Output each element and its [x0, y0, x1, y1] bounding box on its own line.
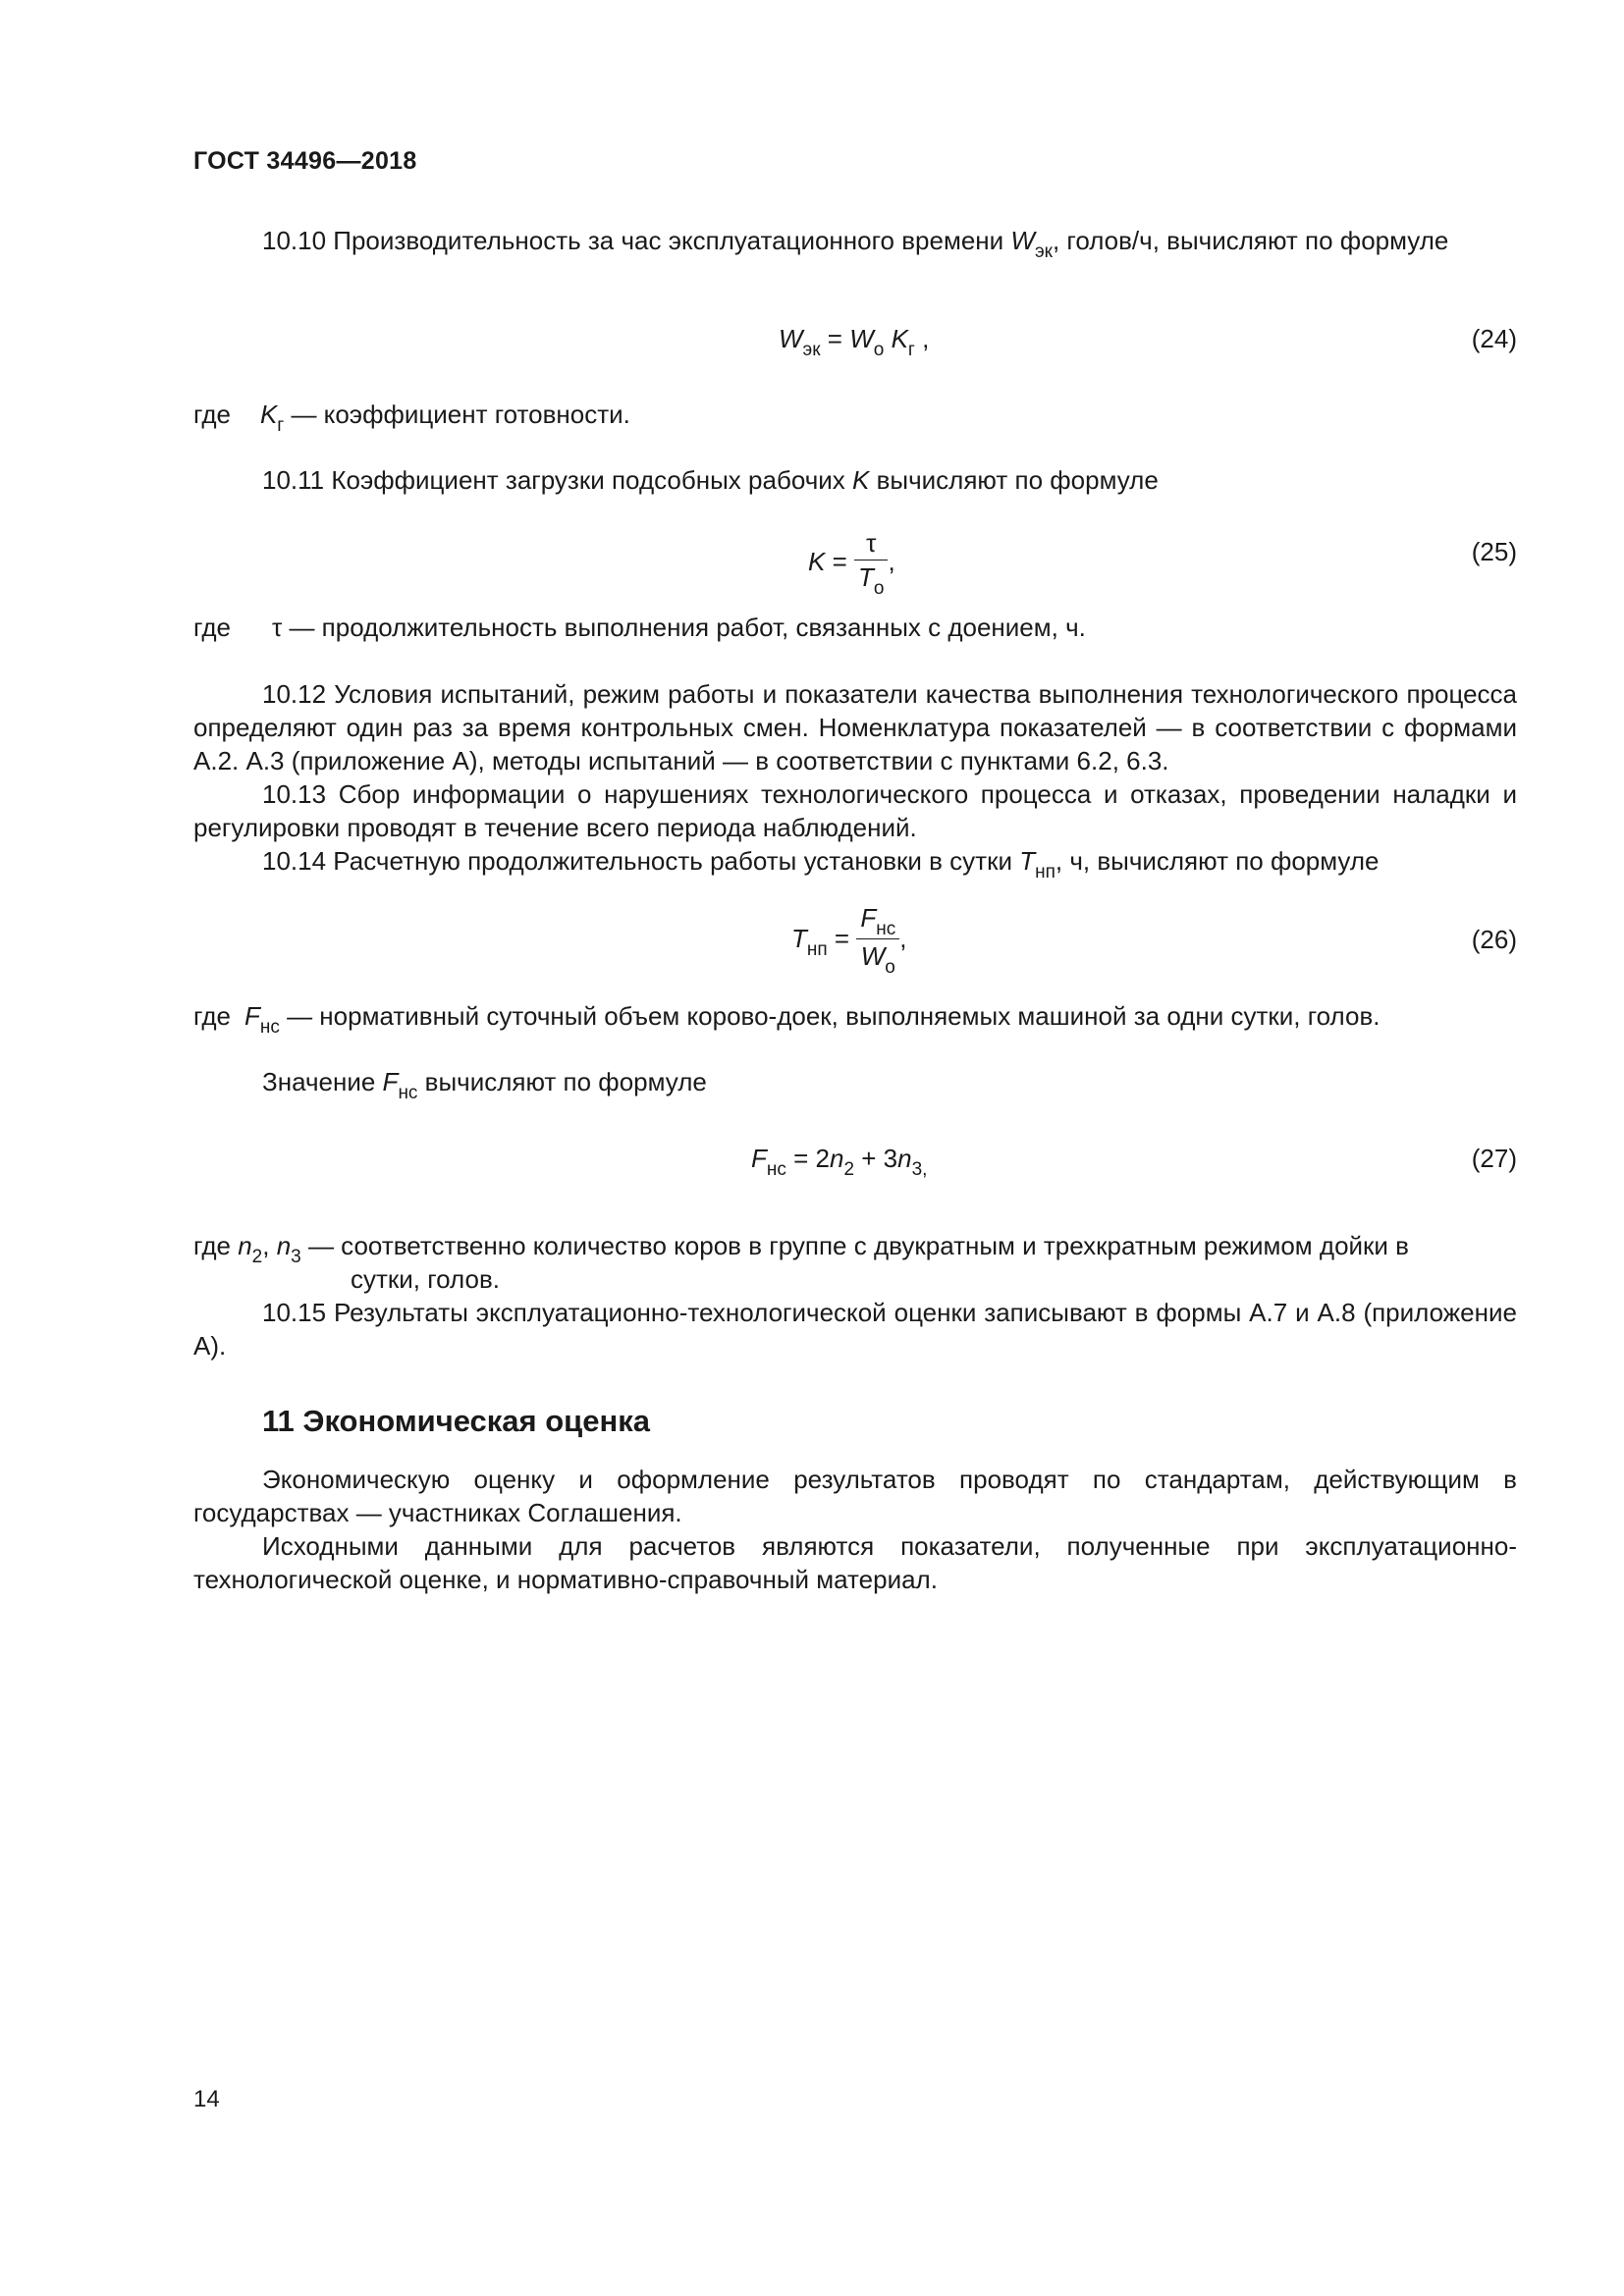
section-heading-11: 11 Экономическая оценка: [262, 1404, 650, 1438]
page-number: 14: [193, 2086, 220, 2112]
fraction-26: $\frac{F_{нс}}{W_о}$: [856, 903, 899, 975]
where-27-continued: сутки, голов.: [351, 1264, 501, 1294]
formula-26: $T_{нп}$ = $\frac{F_{нс}}{W_о}$ ,: [791, 903, 907, 978]
formula-27: $F_{нс} = 2n_2 + 3n_{3,}$: [751, 1144, 928, 1180]
paragraph-10-12: 10.12 Условия испытаний, режим работы и показатели качества выполнения технологического процесса определяют один раз за время контрольных смен. Номенклатура показателей — в соответствии с формами А.2. А.3 (приложение А), методы испытаний — в соответствии с пунктами 6.2, 6.3.: [193, 679, 1517, 775]
where-26: где $F_{нс}$ — нормативный суточный объем корово-доек, выполняемых машиной за одни сутки, голов.: [193, 1001, 1380, 1038]
paragraph-11-2: Исходными данными для расчетов являются показатели, полученные при эксплуатационно-технологической оценке, и нормативно-справочный материал.: [193, 1531, 1517, 1594]
where-24: где $K_г$ — коэффициент готовности.: [193, 400, 630, 436]
where-25: где τ — продолжительность выполнения работ, связанных с доением, ч.: [193, 613, 1086, 642]
paragraph-11-1: Экономическую оценку и оформление результатов проводят по стандартам, действующим в государствах — участниках Соглашения.: [193, 1465, 1517, 1527]
formula-24: $W_{эк} = W_о$ $K_г$ ,: [779, 324, 930, 360]
paragraph-10-10: 10.10 Производительность за час эксплуатационного времени $W_{эк}$, голов/ч, вычисляют по формуле: [262, 226, 1449, 262]
equation-number-27: (27): [1471, 1144, 1517, 1173]
paragraph-10-15: 10.15 Результаты эксплуатационно-технологической оценки записывают в формы А.7 и А.8 (приложение А).: [193, 1298, 1517, 1361]
paragraph-10-14: 10.14 Расчетную продолжительность работы установки в сутки $T_{нп}$, ч, вычисляют по формуле: [262, 846, 1380, 882]
equation-number-25: (25): [1471, 537, 1517, 566]
equation-number-24: (24): [1471, 324, 1517, 353]
document-header: ГОСТ 34496—2018: [193, 147, 417, 175]
formula-25: K = $\frac{\tau}{T_о}$ ,: [808, 528, 895, 599]
paragraph-10-11: 10.11 Коэффициент загрузки подсобных рабочих K вычисляют по формуле: [262, 465, 1159, 495]
paragraph-10-13: 10.13 Сбор информации о нарушениях технологического процесса и отказах, проведении наладки и регулировки проводят в течение всего периода наблюдений.: [193, 779, 1517, 842]
equation-number-26: (26): [1471, 925, 1517, 954]
paragraph-value: Значение $F_{нс}$ вычисляют по формуле: [262, 1067, 707, 1103]
fraction-25: $\frac{\tau}{T_о}$: [854, 528, 888, 596]
where-27: где $n_2$, $n_3$ — соответственно количество коров в группе с двукратным и трехкратным режимом дойки в: [193, 1231, 1409, 1267]
